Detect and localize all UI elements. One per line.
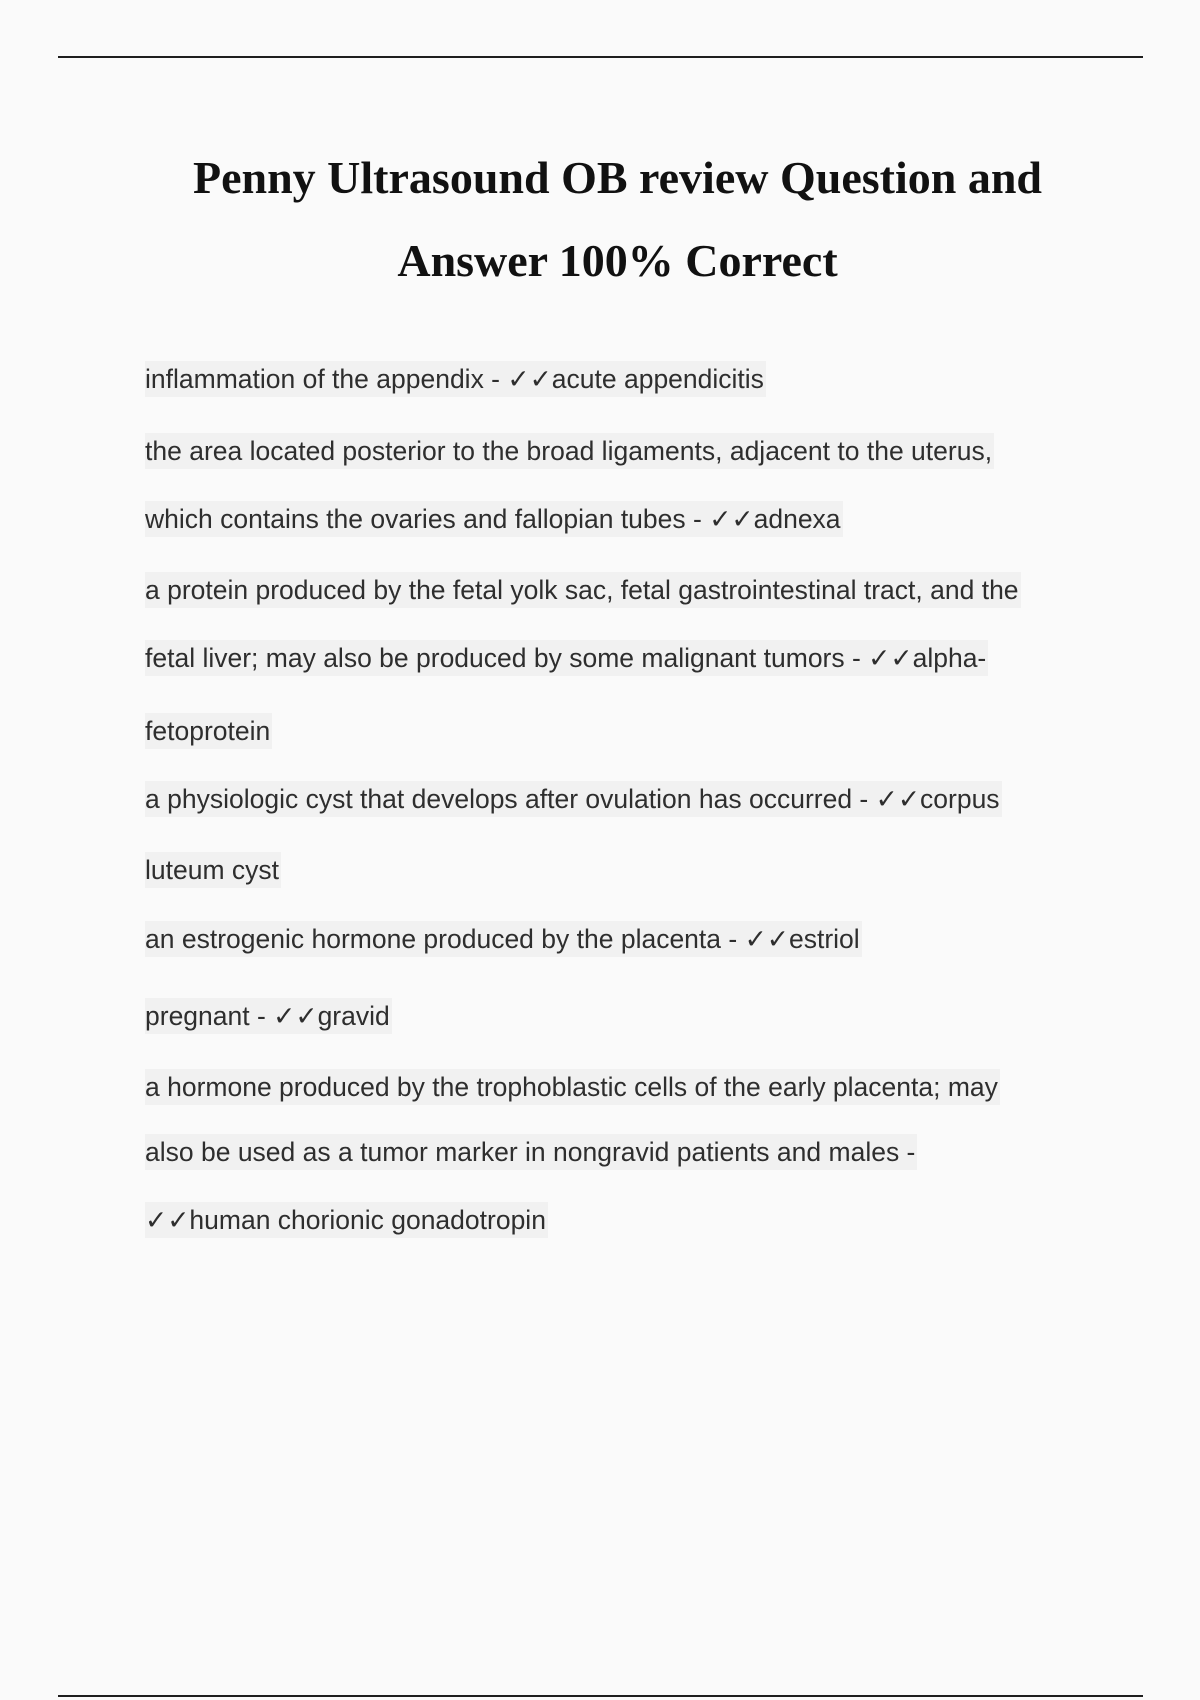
- qa-line: fetoprotein: [145, 713, 272, 749]
- qa-line: a physiologic cyst that develops after ovulation has occurred - ✓✓corpus: [145, 781, 1002, 817]
- qa-line: an estrogenic hormone produced by the placenta - ✓✓estriol: [145, 921, 862, 957]
- qa-line: ✓✓human chorionic gonadotropin: [145, 1202, 548, 1238]
- qa-line: luteum cyst: [145, 852, 281, 888]
- qa-line: which contains the ovaries and fallopian tubes - ✓✓adnexa: [145, 501, 843, 537]
- qa-line: the area located posterior to the broad ligaments, adjacent to the uterus,: [145, 433, 994, 469]
- title-line-1: Penny Ultrasound OB review Question and: [193, 152, 1042, 203]
- qa-line: a protein produced by the fetal yolk sac, fetal gastrointestinal tract, and the: [145, 572, 1021, 608]
- page-title: [100, 136, 1135, 302]
- qa-line: pregnant - ✓✓gravid: [145, 998, 392, 1034]
- qa-line: fetal liver; may also be produced by some malignant tumors - ✓✓alpha-: [145, 640, 988, 676]
- qa-line: inflammation of the appendix - ✓✓acute appendicitis: [145, 361, 766, 397]
- qa-line: a hormone produced by the trophoblastic cells of the early placenta; may: [145, 1069, 1000, 1105]
- qa-line: also be used as a tumor marker in nongravid patients and males -: [145, 1134, 917, 1170]
- title-line-2: Answer 100% Correct: [397, 235, 838, 286]
- top-rule: [58, 56, 1143, 58]
- bottom-rule: [58, 1695, 1143, 1697]
